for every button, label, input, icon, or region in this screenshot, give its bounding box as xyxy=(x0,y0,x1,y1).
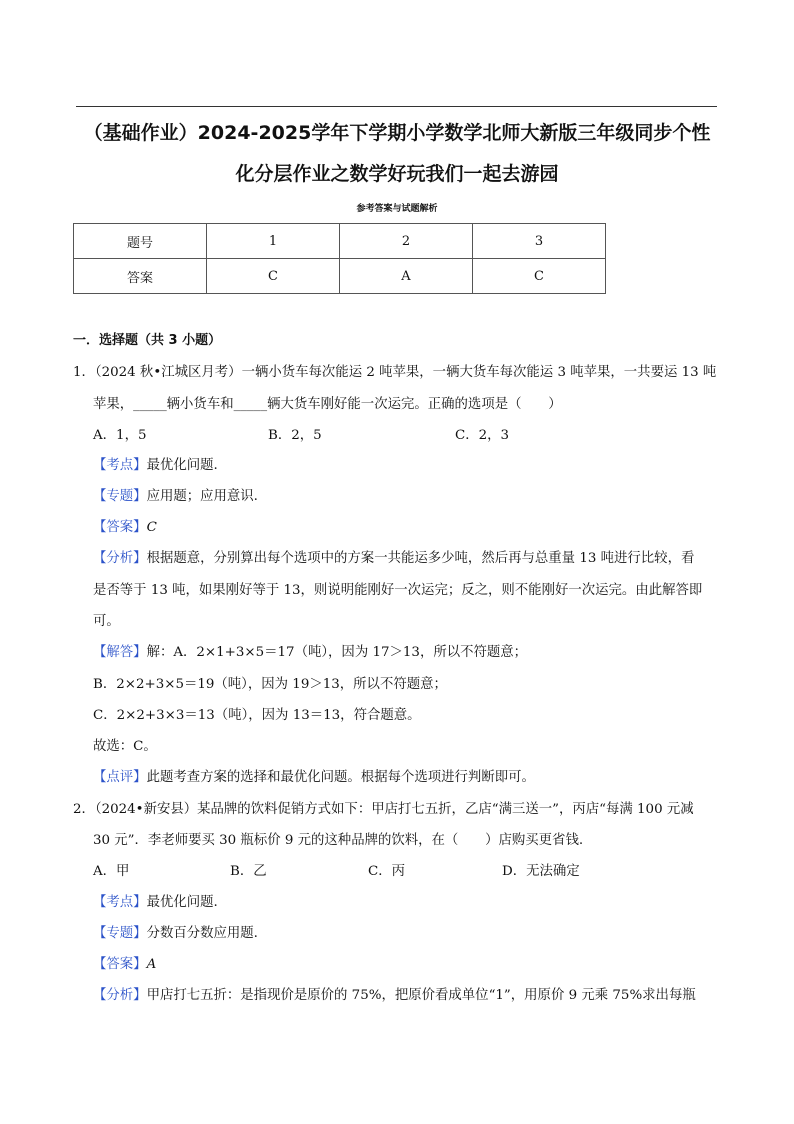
q1-stem-line-1: 1．（2024 秋•江城区月考）一辆小货车每次能运 2 吨苹果，一辆大货车每次能运 3 吨苹果，一共要运 13 吨 xyxy=(73,365,717,380)
q1-jieda-line-4: 故选：C。 xyxy=(93,739,157,754)
table-cell: C xyxy=(207,259,340,294)
q1-jieda-line-2: B．2×2+3×5＝19（吨），因为 19＞13，所以不符题意； xyxy=(93,677,447,692)
q2-daan xyxy=(93,956,156,974)
q1-option-c: C．2，3 xyxy=(455,428,510,443)
answer-table-answer-row xyxy=(74,259,606,294)
q2-zhuanti xyxy=(93,925,258,943)
daan-text: A xyxy=(146,957,157,972)
q1-dianping xyxy=(93,769,535,787)
q2-kaodian xyxy=(93,894,218,912)
table-cell: C xyxy=(473,259,606,294)
table-cell: 2 xyxy=(340,224,473,259)
q2-fenxi-line-1 xyxy=(93,987,696,1005)
jieda-tag: 【解答】 xyxy=(93,645,147,660)
q2-stem-line-1: 2．（2024•新安县）某品牌的饮料促销方式如下：甲店打七五折，乙店“满三送一”，丙店“每满 100 元减 xyxy=(73,802,694,817)
answer-table-header-row xyxy=(74,224,606,259)
q2-option-d: D．无法确定 xyxy=(502,864,580,879)
table-cell: 3 xyxy=(473,224,606,259)
dianping-text: 此题考查方案的选择和最优化问题。根据每个选项进行判断即可。 xyxy=(146,770,535,785)
q1-option-b: B．2，5 xyxy=(268,428,322,443)
document-title-line-1: （基础作业）2024-2025学年下学期小学数学北师大新版三年级同步个性 xyxy=(83,122,711,144)
q1-stem-line-2: 苹果，_____辆小货车和_____辆大货车刚好能一次运完。正确的选项是（ ） xyxy=(93,397,562,412)
document-subtitle: 参考答案与试题解析 xyxy=(356,204,438,214)
kaodian-tag: 【考点】 xyxy=(93,458,147,473)
q1-option-a: A．1，5 xyxy=(93,428,147,443)
q1-kaodian xyxy=(93,457,218,475)
q1-fenxi-line-3: 可。 xyxy=(93,614,120,629)
jieda-text: 解：A．2×1+3×5＝17（吨），因为 17＞13，所以不符题意； xyxy=(146,645,528,660)
table-cell: 题号 xyxy=(74,224,207,259)
zhuanti-text: 应用题；应用意识. xyxy=(146,489,258,504)
header-rule xyxy=(76,106,717,107)
fenxi-tag: 【分析】 xyxy=(93,988,147,1003)
kaodian-tag: 【考点】 xyxy=(93,895,147,910)
q1-jieda-line-1 xyxy=(93,644,527,662)
daan-tag: 【答案】 xyxy=(93,957,147,972)
q1-fenxi-line-2: 是否等于 13 吨，如果刚好等于 13，则说明能刚好一次运完；反之，则不能刚好一次运完。由此解答即 xyxy=(93,583,703,598)
q1-daan xyxy=(93,519,157,537)
q1-jieda-line-3: C．2×2+3×3＝13（吨），因为 13＝13，符合题意。 xyxy=(93,708,421,723)
fenxi-text: 根据题意，分别算出每个选项中的方案一共能运多少吨，然后再与总重量 13 吨进行比较，看 xyxy=(146,551,695,566)
q1-zhuanti xyxy=(93,488,258,506)
document-title-line-2: 化分层作业之数学好玩我们一起去游园 xyxy=(235,163,559,185)
daan-text: C xyxy=(146,520,157,535)
q1-fenxi-line-1 xyxy=(93,550,694,568)
q2-stem-line-2: 30 元”．李老师要买 30 瓶标价 9 元的这种品牌的饮料，在（ ）店购买更省钱. xyxy=(93,833,584,848)
q2-option-b: B．乙 xyxy=(230,864,267,879)
table-cell: A xyxy=(340,259,473,294)
q2-option-a: A．甲 xyxy=(93,864,130,879)
kaodian-text: 最优化问题. xyxy=(146,458,218,473)
answer-table xyxy=(73,223,606,294)
q2-option-c: C．丙 xyxy=(368,864,406,879)
table-cell: 答案 xyxy=(74,259,207,294)
fenxi-text: 甲店打七五折：是指现价是原价的 75%，把原价看成单位“1”，用原价 9 元乘 75%求出每瓶 xyxy=(146,988,696,1003)
zhuanti-tag: 【专题】 xyxy=(93,489,147,504)
daan-tag: 【答案】 xyxy=(93,520,147,535)
table-cell: 1 xyxy=(207,224,340,259)
zhuanti-text: 分数百分数应用题. xyxy=(146,926,258,941)
section-title: 一．选择题（共 3 小题） xyxy=(73,333,222,348)
zhuanti-tag: 【专题】 xyxy=(93,926,147,941)
fenxi-tag: 【分析】 xyxy=(93,551,147,566)
kaodian-text: 最优化问题. xyxy=(146,895,218,910)
dianping-tag: 【点评】 xyxy=(93,770,147,785)
